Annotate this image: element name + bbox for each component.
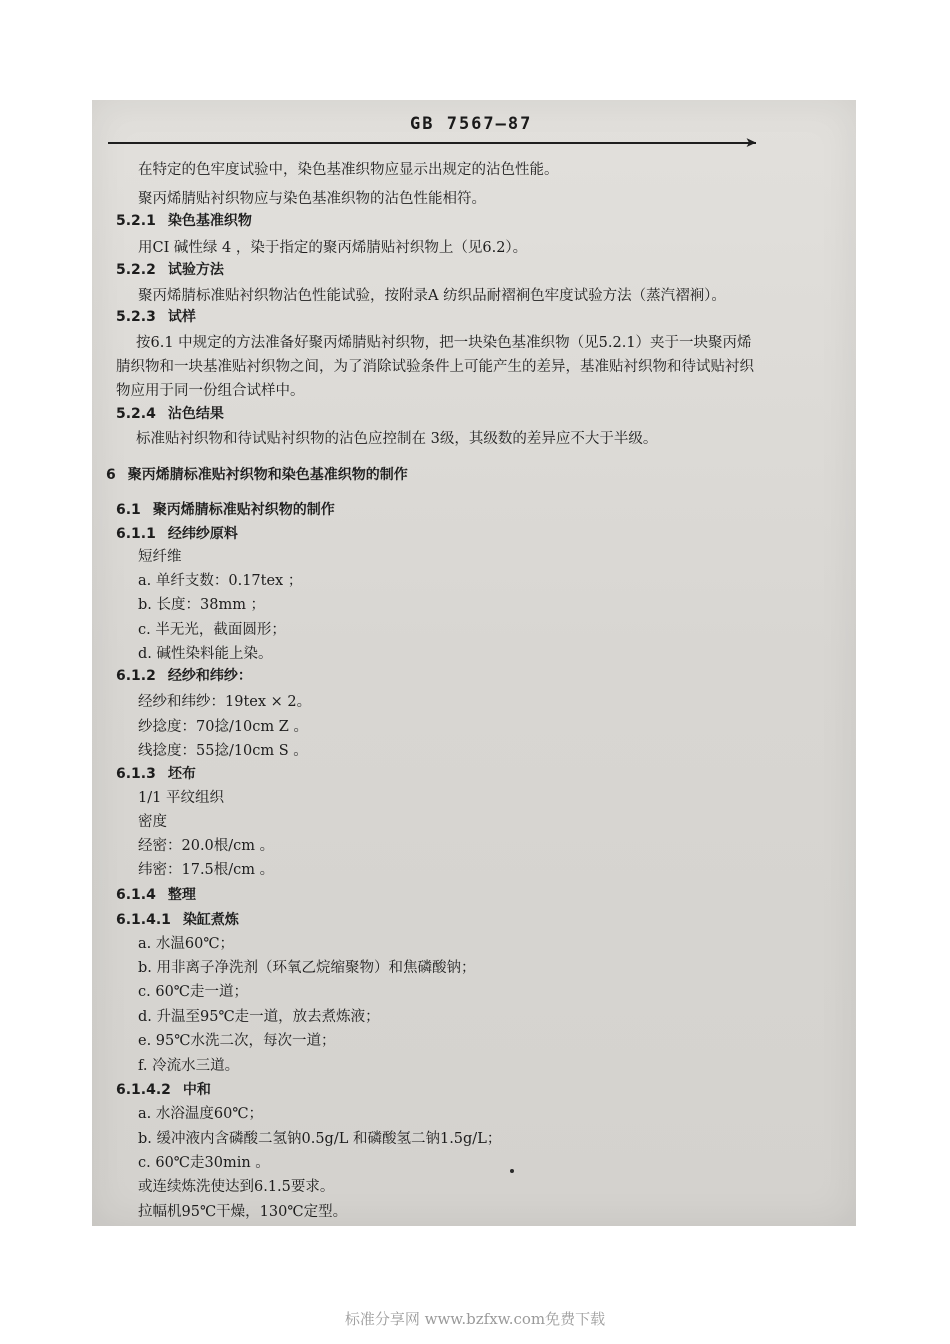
paragraph: 经密：20.0根/cm 。 xyxy=(138,838,275,854)
print-speck xyxy=(510,1169,514,1173)
paragraph: 短纤维 xyxy=(138,549,182,565)
section-heading-5-2-2: 5.2.2 试验方法 xyxy=(116,262,224,278)
list-item: c. 60℃走30min 。 xyxy=(138,1155,270,1171)
paragraph: 用CI 碱性绿 4 ，染于指定的聚丙烯腈贴衬织物上（见6.2）。 xyxy=(138,240,528,256)
list-item: c. 60℃走一道； xyxy=(138,984,249,1000)
section-heading-6: 6 聚丙烯腈标准贴衬织物和染色基准织物的制作 xyxy=(106,467,408,483)
section-heading-6-1-4: 6.1.4 整理 xyxy=(116,887,196,903)
list-item: b. 长度：38mm ； xyxy=(138,597,266,613)
section-heading-6-1-1: 6.1.1 经纬纱原料 xyxy=(116,526,238,542)
list-item: a. 水温60℃； xyxy=(138,936,235,952)
paragraph: 腈织物和一块基准贴衬织物之间，为了消除试验条件上可能产生的差异，基准贴衬织物和待试贴衬织 xyxy=(116,359,754,375)
list-item: d. 升温至95℃走一道，放去煮炼液； xyxy=(138,1009,380,1025)
paragraph: 按6.1 中规定的方法准备好聚丙烯腈贴衬织物，把一块染色基准织物（见5.2.1）夹于一块聚丙烯 xyxy=(136,335,752,351)
paragraph: 经纱和纬纱：19tex × 2。 xyxy=(138,694,312,710)
section-heading-6-1: 6.1 聚丙烯腈标准贴衬织物的制作 xyxy=(116,502,335,518)
section-heading-6-1-2: 6.1.2 经纱和纬纱： xyxy=(116,668,252,684)
list-item: c. 半无光，截面圆形； xyxy=(138,622,286,638)
list-item: b. 缓冲液内含磷酸二氢钠0.5g/L 和磷酸氢二钠1.5g/L； xyxy=(138,1131,502,1147)
site-watermark: 标准分享网 www.bzfxw.com免费下载 xyxy=(344,1310,606,1328)
arrow-right-icon: ➤ xyxy=(745,135,757,151)
list-item: f. 冷流水三道。 xyxy=(138,1058,240,1074)
paragraph: 或连续炼洗使达到6.1.5要求。 xyxy=(138,1179,335,1195)
section-heading-6-1-3: 6.1.3 坯布 xyxy=(116,766,196,782)
list-item: a. 水浴温度60℃； xyxy=(138,1106,264,1122)
header-rule xyxy=(108,142,756,144)
paragraph: 标准贴衬织物和待试贴衬织物的沾色应控制在 3级，其级数的差异应不大于半级。 xyxy=(136,431,658,447)
standard-number: GB 7567—87 xyxy=(410,114,533,134)
list-item: e. 95℃水洗二次，每次一道； xyxy=(138,1033,336,1049)
paragraph: 纱捻度：70捻/10cm Z 。 xyxy=(138,719,308,735)
paragraph: 线捻度：55捻/10cm S 。 xyxy=(138,743,308,759)
section-heading-6-1-4-1: 6.1.4.1 染缸煮炼 xyxy=(116,912,239,928)
paragraph: 1/1 平纹组织 xyxy=(138,790,224,806)
paragraph: 密度 xyxy=(138,814,167,830)
paragraph: 聚丙烯腈贴衬织物应与染色基准织物的沾色性能相符。 xyxy=(138,191,486,207)
paragraph: 聚丙烯腈标准贴衬织物沾色性能试验，按附录A 纺织品耐褶裥色牢度试验方法（蒸汽褶裥）。 xyxy=(138,288,726,304)
section-heading-5-2-3: 5.2.3 试样 xyxy=(116,309,196,325)
list-item: a. 单纤支数：0.17tex ； xyxy=(138,573,303,589)
list-item: b. 用非离子净洗剂（环氧乙烷缩聚物）和焦磷酸钠； xyxy=(138,960,476,976)
section-heading-5-2-1: 5.2.1 染色基准织物 xyxy=(116,213,252,229)
paragraph: 拉幅机95℃干燥，130℃定型。 xyxy=(138,1204,348,1220)
section-heading-5-2-4: 5.2.4 沾色结果 xyxy=(116,406,224,422)
page-header xyxy=(92,112,856,151)
paragraph: 纬密：17.5根/cm 。 xyxy=(138,862,275,878)
paragraph: 在特定的色牢度试验中，染色基准织物应显示出规定的沾色性能。 xyxy=(138,162,559,178)
paragraph: 物应用于同一份组合试样中。 xyxy=(116,383,305,399)
list-item: d. 碱性染料能上染。 xyxy=(138,646,273,662)
section-heading-6-1-4-2: 6.1.4.2 中和 xyxy=(116,1082,211,1098)
